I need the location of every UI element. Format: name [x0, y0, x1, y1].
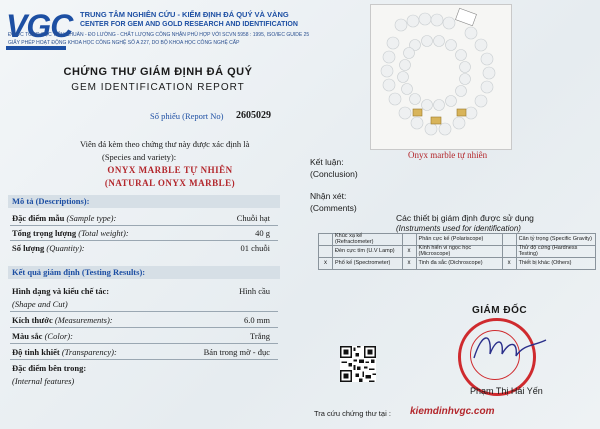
verify-label: Tra cứu chứng thư tại :	[314, 409, 391, 418]
instrument-name: Thử độ cứng (Hardness Testing)	[516, 246, 595, 258]
internal-features-sublabel: (Internal features)	[12, 376, 75, 386]
verify-link[interactable]: kiemdinhvgc.com	[410, 406, 495, 417]
conclusion-value: Onyx marble tự nhiên	[408, 150, 488, 160]
color-label: Màu sắc (Color):	[12, 331, 73, 341]
instrument-check: x	[502, 258, 516, 270]
row-divider	[10, 240, 278, 241]
signer-name: Phạm Thị Hải Yến	[470, 386, 543, 396]
species-name-en: (NATURAL ONYX MARBLE)	[104, 178, 236, 188]
sample-type-label: Đặc điểm mẫu (Sample type):	[12, 213, 117, 223]
report-title-en: GEM IDENTIFICATION REPORT	[71, 82, 245, 93]
species-name-vn: ONYX MARBLE TỰ NHIÊN	[107, 165, 233, 175]
instrument-check	[319, 246, 333, 258]
shape-label: Hình dạng và kiểu chế tác:	[12, 286, 110, 296]
shape-sublabel: (Shape and Cut)	[12, 299, 68, 309]
row-divider	[10, 225, 278, 226]
qr-code[interactable]	[340, 346, 376, 382]
row-divider	[10, 311, 278, 312]
signature-mark	[470, 328, 550, 368]
instrument-row	[319, 234, 596, 246]
instrument-check: x	[402, 258, 416, 270]
instrument-name: Cân tỷ trọng (Specific Gravity)	[516, 234, 595, 246]
conclusion-label-en: (Conclusion)	[310, 169, 358, 179]
instrument-check	[502, 234, 516, 246]
accreditation-text: ĐƯỢC TỔNG CỤC TIÊU CHUẨN - ĐO LƯỜNG - CHẤT LƯỢNG CÔNG NHẬN PHÙ HỢP VỚI SCVN 5958 : 1995, ISO/IEC GUIDE 25	[8, 32, 310, 38]
instrument-row	[319, 246, 596, 258]
license-text: GIẤY PHÉP HOẠT ĐỘNG KHOA HỌC CÔNG NGHỆ SỐ A 227, DO BỘ KHOA HỌC CÔNG NGHỆ CẤP	[8, 40, 240, 46]
instrument-row	[319, 258, 596, 270]
total-weight-value: 40 g	[255, 228, 270, 238]
instrument-name: Tinh đa sắc (Dichroscope)	[416, 258, 502, 270]
description-title: Mô tả (Descriptions):	[12, 196, 90, 206]
transparency-label: Độ tinh khiết (Transparency):	[12, 347, 117, 357]
color-value: Trắng	[250, 331, 270, 341]
internal-features-label: Đặc điểm bên trong:	[12, 363, 87, 373]
species-intro-en: (Species and variety):	[102, 152, 177, 162]
row-divider	[10, 327, 278, 328]
instrument-name: Phân cực kế (Polariscope)	[416, 234, 502, 246]
instrument-check: x	[319, 258, 333, 270]
report-title-vn: CHỨNG THƯ GIÁM ĐỊNH ĐÁ QUÝ	[63, 66, 253, 78]
measurements-value: 6.0 mm	[244, 315, 270, 325]
instrument-name: Phổ kế (Spectrometer)	[333, 258, 403, 270]
results-title: Kết quả giám định (Testing Results):	[12, 267, 146, 277]
org-name-en: CENTER FOR GEM AND GOLD RESEARCH AND IDENTIFICATION	[80, 21, 298, 28]
sample-type-value: Chuỗi hạt	[236, 213, 270, 223]
comments-label: Nhận xét:	[310, 191, 347, 201]
comments-label-en: (Comments)	[310, 203, 357, 213]
instrument-name: Đèn cực tím (U.V Lamp)	[333, 246, 403, 258]
species-intro: Viên đá kèm theo chứng thư này được xác định là	[80, 139, 250, 149]
quantity-label: Số lượng (Quantity):	[12, 243, 85, 253]
row-divider	[10, 343, 278, 344]
shape-value: Hình cầu	[239, 286, 270, 296]
instrument-check	[402, 234, 416, 246]
instrument-check	[319, 234, 333, 246]
instruments-table	[318, 233, 596, 270]
logo-underline	[6, 46, 66, 50]
quantity-value: 01 chuỗi	[240, 243, 270, 253]
row-divider	[10, 359, 278, 360]
instrument-check	[502, 246, 516, 258]
report-number-label: Số phiếu (Report No)	[150, 111, 224, 121]
director-title: GIÁM ĐỐC	[472, 305, 528, 316]
org-name-vn: TRUNG TÂM NGHIÊN CỨU - KIỂM ĐỊNH ĐÁ QUÝ VÀ VÀNG	[80, 10, 289, 19]
measurements-label: Kích thước (Measurements):	[12, 315, 113, 325]
vgc-logo: VGC	[6, 8, 73, 44]
conclusion-label: Kết luận:	[310, 157, 344, 167]
instrument-name: Khúc xạ kế (Refractometer)	[333, 234, 403, 246]
instrument-name: Kính hiển vi ngọc học (Microscope)	[416, 246, 502, 258]
instruments-title-en: (Instruments used for identification)	[396, 224, 521, 233]
instrument-name: Thiết bị khác (Others)	[516, 258, 595, 270]
instrument-check: x	[402, 246, 416, 258]
gem-photo	[370, 4, 512, 150]
report-number: 2605029	[236, 110, 271, 121]
transparency-value: Bán trong mờ - đục	[203, 347, 270, 357]
total-weight-label: Tổng trọng lượng (Total weight):	[12, 228, 129, 238]
instruments-title: Các thiết bị giám định được sử dụng	[396, 213, 534, 223]
